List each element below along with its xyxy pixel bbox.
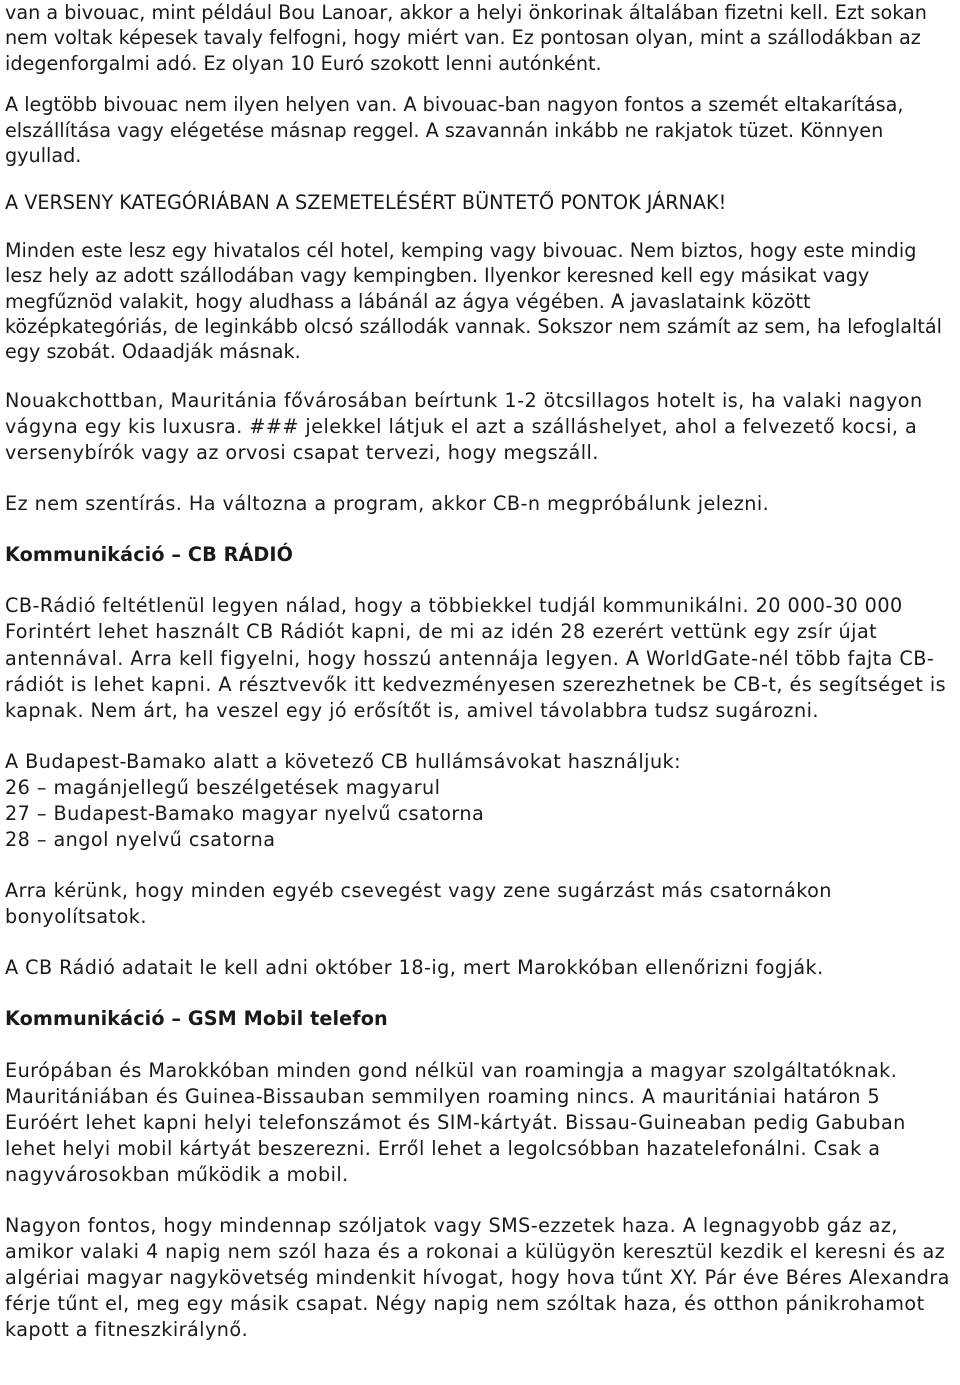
paragraph-cb-bands-intro: A Budapest-Bamako alatt a követező CB hullámsávokat használjuk: (5, 749, 682, 773)
paragraph-cb-deadline: A CB Rádió adatait le kell adni október 18-ig, mert Marokkóban ellenőrizni fogják. (5, 956, 824, 980)
heading-cb-radio: Kommunikáció – CB RÁDIÓ (5, 543, 294, 567)
section-lodging (5, 0, 957, 365)
paragraph-other-channels: Arra kérünk, hogy minden egyéb csevegést vagy zene sugárzást más csatornákon bonyolítsatok. (5, 879, 832, 929)
paragraph-penalty-notice: A VERSENY KATEGÓRIÁBAN A SZEMETELÉSÉRT BÜNTETŐ PONTOK JÁRNAK! (5, 191, 727, 215)
list-item-channel-27: 27 – Budapest-Bamako magyar nyelvű csatorna (5, 802, 485, 825)
section-main (5, 388, 957, 1344)
paragraph-nouakchott-hotels: Nouakchottban, Mauritánia fővárosában beírtunk 1-2 ötcsillagos hotelt is, ha valaki nagyon vágyna egy kis luxusra. ### jelekkel látjuk el azt a szálláshelyet, ahol a felvezető kocsi, a versenybírók vagy az orvosi csapat tervezi, hogy megszáll. (5, 388, 923, 465)
paragraph-call-home: Nagyon fontos, hogy mindennap szóljatok vagy SMS-ezzetek haza. A legnagyobb gáz az, amikor valaki 4 napig nem szól haza és a rokonai a külügyön keresztül kezdik el keresni és az algériai magyar nagykövetség mindenkit hívogat, hogy hova tűnt XY. Pár éve Béres Alexandra férje tűnt el, meg egy másik csapat. Négy napig nem szóltak haza, és otthon pánikrohamot kapott a fitneszkirálynő. (5, 1214, 950, 1342)
heading-gsm-mobile: Kommunikáció – GSM Mobil telefon (5, 1007, 388, 1031)
paragraph-not-scripture: Ez nem szentírás. Ha változna a program, akkor CB-n megpróbálunk jelezni. (5, 492, 770, 516)
paragraph-bivouac-fee: van a bivouac, mint például Bou Lanoar, akkor a helyi önkorinak általában fizetni kell. Ezt sokan nem voltak képesek tavaly felfogni, hogy miért van. Ez pontosan olyan, mint a szállodákban az idegenforgalmi adó. Ez olyan 10 Euró szokott lenni autónként. (5, 1, 927, 75)
paragraph-cb-radio-info: CB-Rádió feltétlenül legyen nálad, hogy a többiekkel tudjál kommunikálni. 20 000-30 000 Forintért lehet használt CB Rádiót kapni, de mi az idén 28 ezerért vettünk egy zsír újat antennával. Arra kell figyelni, hogy hosszú antennája legyen. A WorldGate-nél több fajta CB-rádiót is lehet kapni. A résztvevők itt kedvezményesen szerezhetnek be CB-t, és segítséget is kapnak. Nem árt, ha veszel egy jó erősítőt is, amivel távolabbra tudsz sugározni. (5, 594, 947, 722)
list-item-channel-28: 28 – angol nyelvű csatorna (5, 828, 276, 852)
document-page (5, 0, 957, 1344)
paragraph-official-hotel: Minden este lesz egy hivatalos cél hotel, kemping vagy bivouac. Nem biztos, hogy este mindig lesz hely az adott szállodában vagy kempingben. Ilyenkor keresned kell egy másikat vagy megfűznöd valakit, hogy aludhass a lábánál az ágya végében. A javaslataink között középkategóriás, de leginkább olcsó szállodák vannak. Sokszor nem számít az sem, ha lefoglaltál egy szobát. Odaadják másnak. (5, 238, 942, 364)
paragraph-roaming-info: Európában és Marokkóban minden gond nélkül van roamingja a magyar szolgáltatóknak. Mauritániában és Guinea-Bissauban semmilyen roaming nincs. A mauritániai határon 5 Euróért lehet kapni helyi telefonszámot és SIM-kártyát. Bissau-Guineaban pedig Gabuban lehet helyi mobil kártyát beszerezni. Erről lehet a legolcsóbban hazatelefonálni. Csak a nagyvárosokban működik a mobil. (5, 1058, 906, 1186)
paragraph-bivouac-waste: A legtöbb bivouac nem ilyen helyen van. A bivouac-ban nagyon fontos a szemét eltakarítása, elszállítása vagy elégetése másnap reggel. A szavannán inkább ne rakjatok tüzet. Könnyen gyullad. (5, 93, 904, 168)
list-item-channel-26: 26 – magánjellegű beszélgetések magyarul (5, 775, 441, 799)
